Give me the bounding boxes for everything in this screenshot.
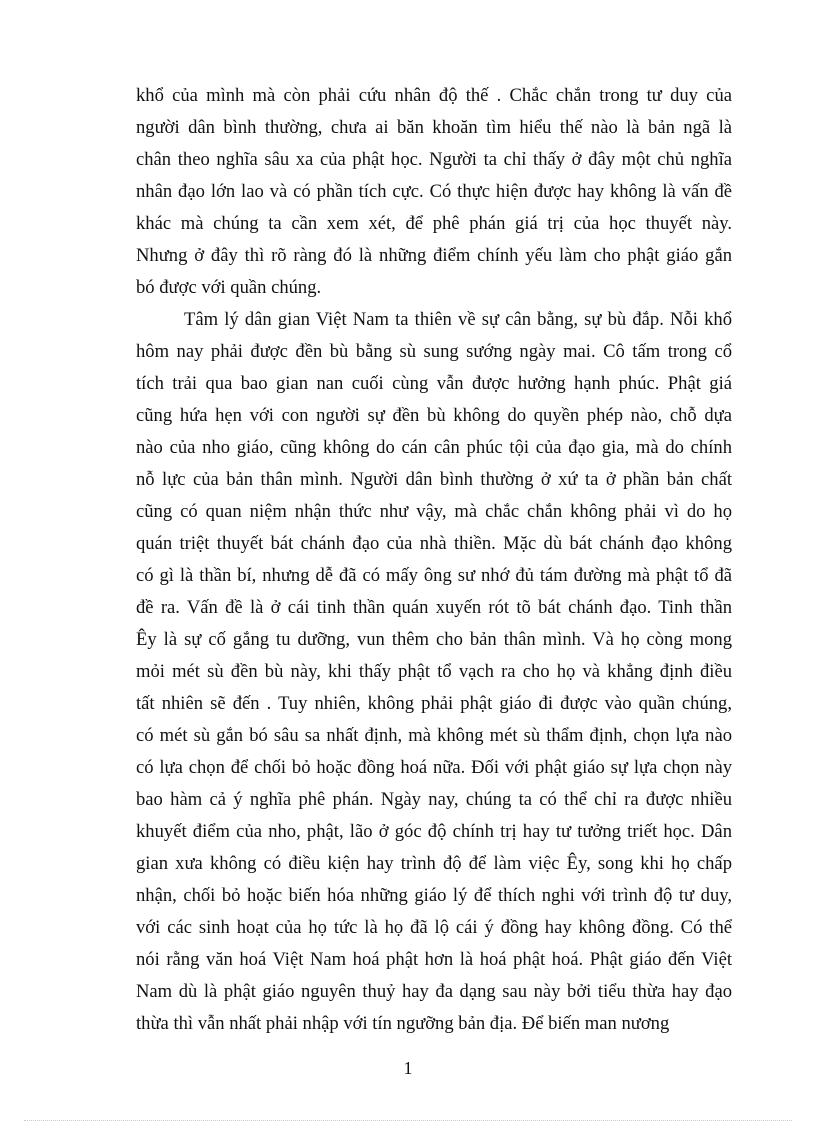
text-line: người dân bình thường, chưa ai băn khoăn tìm hiểu thế nào là bản ngã là <box>136 117 732 138</box>
text-line: có gì là thần bí, nhưng dễ đã có mấy ông sư nhớ đủ tám đường mà phật tổ đã <box>136 565 732 586</box>
text-line: có mét sù gắn bó sâu sa nhất định, mà không mét sù thẩm định, chọn lựa nào <box>136 725 732 746</box>
text-line: Êy là sự cố gắng tu dưỡng, vun thêm cho bản thân mình. Và họ còng mong <box>136 629 732 650</box>
text-line: cũng hứa hẹn với con người sự đền bù không do quyền phép nào, chỗ dựa <box>136 405 732 426</box>
text-line: bao hàm cả ý nghĩa phê phán. Ngày nay, chúng ta có thể chỉ ra được nhiều <box>136 789 732 810</box>
text-line: chân theo nghĩa sâu xa của phật học. Người ta chỉ thấy ở đây một chủ nghĩa <box>136 149 732 170</box>
text-line: gian xưa không có điều kiện hay trình độ để làm việc Êy, song khi họ chấp <box>136 853 732 874</box>
text-line: Tâm lý dân gian Việt Nam ta thiên về sự cân bằng, sự bù đắp. Nỗi khổ <box>184 309 732 330</box>
text-line: mỏi mét sù đền bù này, khi thấy phật tổ vạch ra cho họ và khẳng định điều <box>136 661 732 682</box>
text-line: tất nhiên sẽ đến . Tuy nhiên, không phải phật giáo đi được vào quần chúng, <box>136 693 732 714</box>
text-line: với các sinh hoạt của họ tức là họ đã lộ cái ý đồng hay không đồng. Có thể <box>136 917 732 938</box>
text-line: đề ra. Vấn đề là ở cái tinh thần quán xuyến rót tõ bát chánh đạo. Tinh thần <box>136 597 732 618</box>
text-line: hôm nay phải được đền bù bằng sù sung sướng ngày mai. Cô tấm trong cổ <box>136 341 732 362</box>
text-line: Nam dù là phật giáo nguyên thuỷ hay đa dạng sau này bởi tiểu thừa hay đạo <box>136 981 732 1002</box>
text-line: khổ của mình mà còn phải cứu nhân độ thế . Chắc chắn trong tư duy của <box>136 85 732 106</box>
text-line: nào của nho giáo, cũng không do cán cân phúc tội của đạo gia, mà do chính <box>136 437 732 458</box>
footer-dotted-rule <box>24 1120 792 1121</box>
text-line: nhận, chối bỏ hoặc biến hóa những giáo lý để thích nghi với trình độ tư duy, <box>136 885 732 906</box>
text-line: bó được với quần chúng. <box>136 277 322 298</box>
text-line: nhân đạo lớn lao và có phần tích cực. Có thực hiện được hay không là vấn đề <box>136 181 732 202</box>
text-line: có lựa chọn để chối bỏ hoặc đồng hoá nữa. Đối với phật giáo sự lựa chọn này <box>136 757 732 778</box>
text-line: khác mà chúng ta cần xem xét, để phê phán giá trị của học thuyết này. <box>136 213 732 234</box>
text-line: thừa thì vẫn nhất phải nhập với tín ngưỡng bản địa. Để biến man nương <box>136 1013 670 1034</box>
text-line: Nhưng ở đây thì rõ ràng đó là những điểm chính yếu làm cho phật giáo gắn <box>136 245 732 266</box>
text-line: cũng có quan niệm nhận thức như vậy, mà chắc chắn không phải vì do họ <box>136 501 732 522</box>
text-line: tích trải qua bao gian nan cuối cùng vẫn được hưởng hạnh phúc. Phật giá <box>136 373 732 394</box>
body-text <box>136 80 732 1040</box>
text-line: nói rằng văn hoá Việt Nam hoá phật hơn là hoá phật hoá. Phật giáo đến Việt <box>136 949 732 970</box>
text-line: quán triệt thuyết bát chánh đạo của nhà thiền. Mặc dù bát chánh đạo không <box>136 533 732 554</box>
page-number: 1 <box>403 1058 413 1078</box>
text-line: khuyết điểm của nho, phật, lão ở góc độ chính trị hay tư tưởng triết học. Dân <box>136 821 732 842</box>
text-line: nỗ lực của bản thân mình. Người dân bình thường ở xứ ta ở phần bản chất <box>136 469 732 490</box>
